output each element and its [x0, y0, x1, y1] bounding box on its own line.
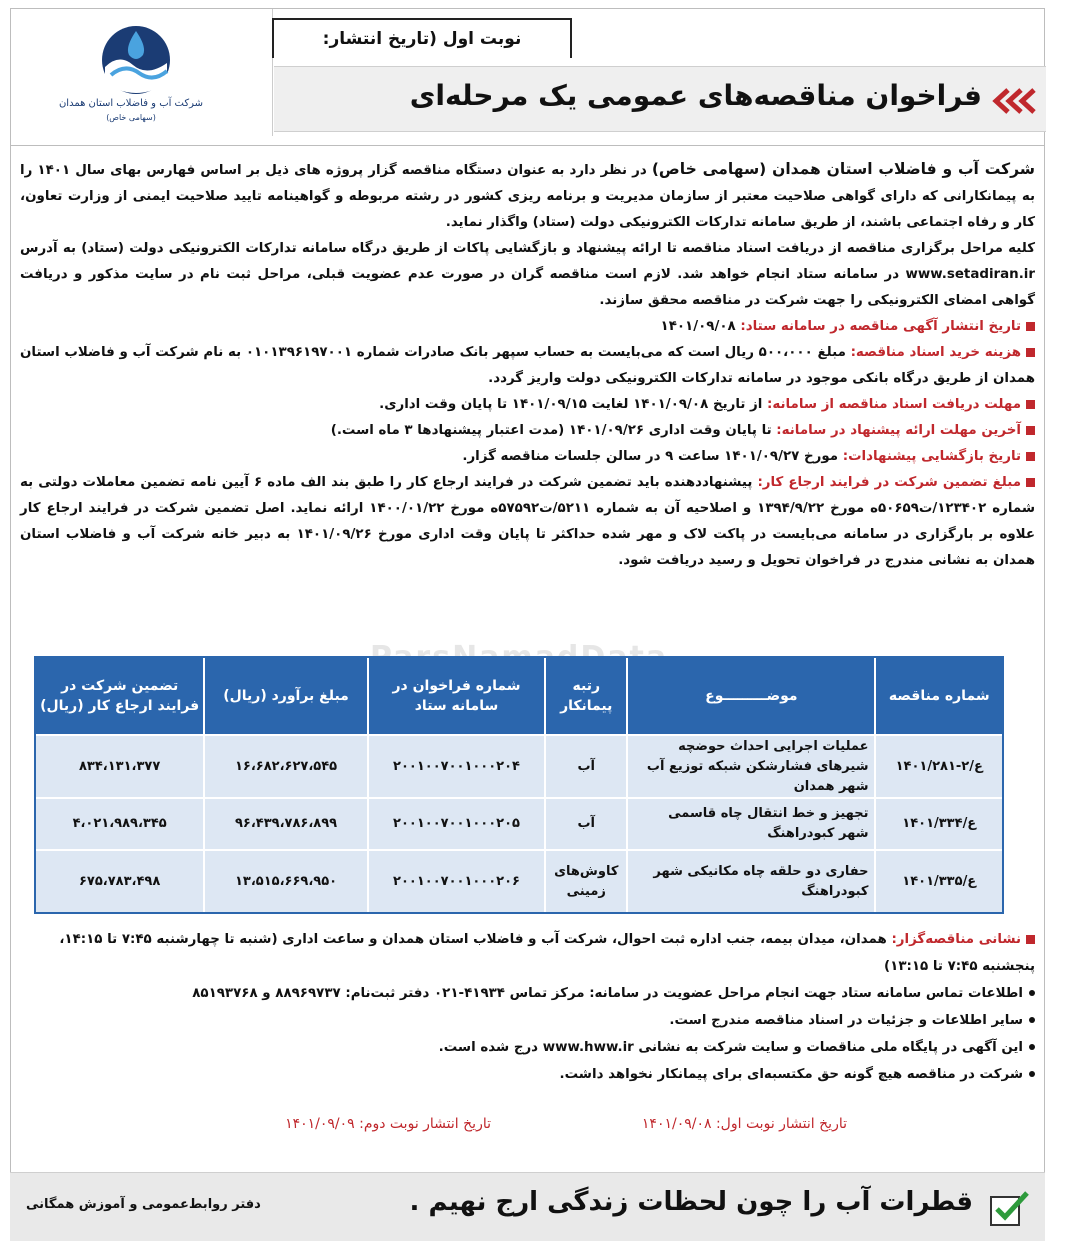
header	[10, 8, 1045, 146]
col-subject: موضـــــــــوع	[626, 658, 874, 734]
dot-bullet-icon	[1029, 1071, 1035, 1077]
list-item	[20, 1007, 1035, 1034]
item-label: آخرین مهلت ارائه پیشنهاد در سامانه:	[776, 423, 1021, 438]
cell-subject: عملیات اجرایی احداث حوضچه شیرهای فشارشکن شبکه توزیع آب شهر همدان	[626, 734, 874, 797]
item-label: هزینه خرید اسناد مناقصه:	[850, 345, 1021, 360]
cell-subject: حفاری دو حلقه چاه مکانیکی شهر کبودراهنگ	[626, 849, 874, 912]
slogan-text: قطرات آب را چون لحظات زندگی ارج نهیم .	[409, 1187, 973, 1217]
water-drop-logo-icon	[97, 23, 175, 97]
list-item	[20, 392, 1035, 418]
checkbox-check-icon	[989, 1189, 1031, 1227]
red-square-bullet-icon	[1026, 452, 1035, 461]
cell-tender-number: ع/۱۴۰۱/۳۳۴	[874, 797, 1002, 849]
logo-company-type: (سهامی خاص)	[106, 113, 156, 122]
intro-text-2a: کلیه مراحل برگزاری مناقصه از دریافت اسناد مناقصه تا ارائه پیشنهاد و بازگشایی پاکات از طریق درگاه سامانه تدارکات الکترونیکی دولت (ستاد) به آدرس	[20, 241, 1035, 256]
cell-call-number: ۲۰۰۱۰۰۷۰۰۱۰۰۰۲۰۶	[367, 849, 545, 912]
title-bar	[274, 66, 1046, 132]
intro-text-2b: در سامانه ستاد انجام خواهد شد. لازم است مناقصه گران در صورت عدم عضویت قبلی، مراحل ثبت نام در سایت مذکور و دریافت گواهی امضای الکترونیکی را جهت شرکت در مناقصه محقق سازند.	[20, 267, 1035, 308]
col-contractor-rank: رتبه پیمانکار	[544, 658, 626, 734]
list-item	[20, 340, 1035, 392]
chevrons-left-icon	[990, 86, 1038, 116]
cell-estimate: ۹۶،۴۳۹،۷۸۶،۸۹۹	[203, 797, 366, 849]
cell-rank: آب	[544, 797, 626, 849]
red-square-bullet-icon	[1026, 322, 1035, 331]
setad-url-link[interactable]: www.setadiran.ir	[905, 267, 1035, 282]
red-square-bullet-icon	[1026, 935, 1035, 944]
red-square-bullet-icon	[1026, 400, 1035, 409]
first-publication-date: تاریخ انتشار نوبت اول: ۱۴۰۱/۰۹/۰۸	[641, 1116, 847, 1132]
col-guarantee-amount: تضمین شرکت در فرایند ارجاع کار (ریال)	[36, 658, 203, 734]
company-logo	[11, 9, 273, 136]
cell-guarantee: ۴،۰۲۱،۹۸۹،۳۴۵	[36, 797, 203, 849]
table-header-row	[36, 658, 1002, 734]
tenders-table	[34, 656, 1004, 912]
other-info: سایر اطلاعات و جزئیات در اسناد مناقصه مندرج است.	[669, 1013, 1023, 1028]
page-title: فراخوان مناقصه‌های عمومی یک مرحله‌ای	[409, 79, 982, 112]
site-info-b: درج شده است.	[438, 1040, 543, 1055]
item-label: تاریخ بازگشایی پیشنهادات:	[842, 449, 1021, 464]
site-info-a: این آگهی در پایگاه ملی مناقصات و سایت شرکت به نشانی	[633, 1040, 1023, 1055]
list-item	[20, 1061, 1035, 1088]
red-square-bullet-icon	[1026, 426, 1035, 435]
cell-call-number: ۲۰۰۱۰۰۷۰۰۱۰۰۰۲۰۴	[367, 734, 545, 797]
dot-bullet-icon	[1029, 1017, 1035, 1023]
cell-estimate: ۱۶،۶۸۲،۶۲۷،۵۴۵	[203, 734, 366, 797]
company-name: شرکت آب و فاضلاب استان همدان (سهامی خاص)	[651, 160, 1036, 178]
address-label: نشانی مناقصه‌گزار:	[891, 932, 1021, 947]
red-square-bullet-icon	[1026, 478, 1035, 487]
slogan-bar	[10, 1172, 1045, 1241]
list-item	[20, 418, 1035, 444]
col-setad-call-number: شماره فراخوان در سامانه ستاد	[367, 658, 545, 734]
item-text: پیشنهاددهنده باید تضمین شرکت در فرایند ارجاع کار را طبق بند الف ماده ۶ آیین نامه تضمین معاملات دولتی به شماره ۱۲۳۴۰۲/ت۵۰۶۵۹ه مورخ ۱۳۹۴/۹/۲۲ و اصلاحیه آن به شماره ۵۲۱۱/ت۵۷۵۹۲ه مورخ ۱۴۰۰/۰۱/۲۲ ارائه نماید. اصل تضمین شرکت در فرایند ارجاع کار علاوه بر بارگزاری در سامانه می‌بایست در پاکت لاک و مهر شده حداکثر تا پایان وقت اداری مورخ ۱۴۰۱/۰۹/۲۶ به دبیر خانه شرکت آب و فاضلاب استان همدان به نشانی مندرج در فراخوان تحویل و رسید دریافت شود.	[20, 475, 1036, 568]
table-row	[36, 734, 1002, 797]
address-text: همدان، میدان بیمه، جنب اداره ثبت احوال، شرکت آب و فاضلاب استان همدان و ساعت اداری (شنبه تا چهارشنبه ۷:۴۵ تا ۱۴:۱۵، پنجشنبه ۷:۴۵ تا ۱۳:۱۵)	[59, 932, 1035, 974]
no-rights-note: شرکت در مناقصه هیچ گونه حق مکتسبه‌ای برای پیمانکار نخواهد داشت.	[559, 1067, 1023, 1082]
list-item	[20, 1034, 1035, 1061]
address-item	[20, 926, 1035, 980]
cell-subject: تجهیز و خط انتقال چاه قاسمی شهر کبودراهنگ	[626, 797, 874, 849]
item-label: مبلغ تضمین شرکت در فرایند ارجاع کار:	[757, 475, 1021, 490]
intro-paragraph-2	[20, 236, 1035, 314]
cell-rank: کاوش‌های زمینی	[544, 849, 626, 912]
intro-paragraph-1	[20, 156, 1035, 236]
second-publication-date: تاریخ انتشار نوبت دوم: ۱۴۰۱/۰۹/۰۹	[285, 1116, 491, 1132]
dot-bullet-icon	[1029, 990, 1035, 996]
col-estimated-amount: مبلغ برآورد (ریال)	[203, 658, 366, 734]
cell-rank: آب	[544, 734, 626, 797]
col-tender-number: شماره مناقصه	[874, 658, 1002, 734]
red-square-bullet-icon	[1026, 348, 1035, 357]
cell-estimate: ۱۳،۵۱۵،۶۶۹،۹۵۰	[203, 849, 366, 912]
item-text: ۱۴۰۱/۰۹/۰۸	[660, 319, 741, 334]
item-text: از تاریخ ۱۴۰۱/۰۹/۰۸ لغایت ۱۴۰۱/۰۹/۱۵ تا پایان وقت اداری.	[379, 397, 768, 412]
cell-tender-number: ع/۱۴۰۱/۳۳۵	[874, 849, 1002, 912]
cell-guarantee: ۶۷۵،۷۸۳،۴۹۸	[36, 849, 203, 912]
list-item	[20, 470, 1035, 574]
footer-notes	[20, 926, 1035, 1088]
logo-company-name: شرکت آب و فاضلاب استان همدان	[58, 98, 204, 109]
item-label: مهلت دریافت اسناد مناقصه از سامانه:	[767, 397, 1021, 412]
dot-bullet-icon	[1029, 1044, 1035, 1050]
item-text: مبلغ ۵۰۰،۰۰۰ ریال است که می‌بایست به حساب سپهر بانک صادرات شماره ۰۱۰۱۳۹۶۱۹۷۰۰۱ به نام شرکت آب و فاضلاب استان همدان از طریق درگاه بانکی موجود در سامانه تدارکات الکترونیکی دولت واریز گردد.	[20, 345, 1035, 386]
table-row	[36, 849, 1002, 912]
cell-guarantee: ۸۳۴،۱۳۱،۳۷۷	[36, 734, 203, 797]
item-text: تا پایان وقت اداری ۱۴۰۱/۰۹/۲۶ (مدت اعتبار پیشنهادها ۳ ماه است.)	[330, 423, 777, 438]
cell-tender-number: ع/۲-۱۴۰۱/۲۸۱	[874, 734, 1002, 797]
item-text: مورخ ۱۴۰۱/۰۹/۲۷ ساعت ۹ در سالن جلسات مناقصه گزار.	[462, 449, 843, 464]
list-item	[20, 980, 1035, 1007]
announcement-body	[20, 156, 1035, 574]
list-item	[20, 314, 1035, 340]
table-row	[36, 797, 1002, 849]
intro-text-1: در نظر دارد به عنوان دستگاه مناقصه گزار پروژه های ذیل بر اساس فهارس بهای سال ۱۴۰۱ را به پیمانکارانی که دارای گواهی صلاحیت معتبر از سازمان مدیریت و برنامه ریزی کشور در رشته مربوطه و گواهینامه تایید صلاحیت ایمنی از وزارت تعاون، کار و رفاه اجتماعی باشند، از طریق سامانه تدارکات الکترونیکی دولت (ستاد) واگذار نماید.	[20, 163, 1035, 230]
contact-info: اطلاعات تماس سامانه ستاد جهت انجام مراحل عضویت در سامانه: مرکز تماس ۴۱۹۳۴-۰۲۱ دفتر ثبت‌نام: ۸۸۹۶۹۷۳۷ و ۸۵۱۹۳۷۶۸	[192, 986, 1023, 1001]
cell-call-number: ۲۰۰۱۰۰۷۰۰۱۰۰۰۲۰۵	[367, 797, 545, 849]
publication-date-tab: نوبت اول (تاریخ انتشار:	[272, 18, 572, 58]
list-item	[20, 444, 1035, 470]
department-name: دفتر روابط‌عمومی و آموزش همگانی	[26, 1197, 261, 1212]
hww-url-link[interactable]: www.hww.ir	[542, 1040, 634, 1055]
item-label: تاریخ انتشار آگهی مناقصه در سامانه ستاد:	[740, 319, 1021, 334]
